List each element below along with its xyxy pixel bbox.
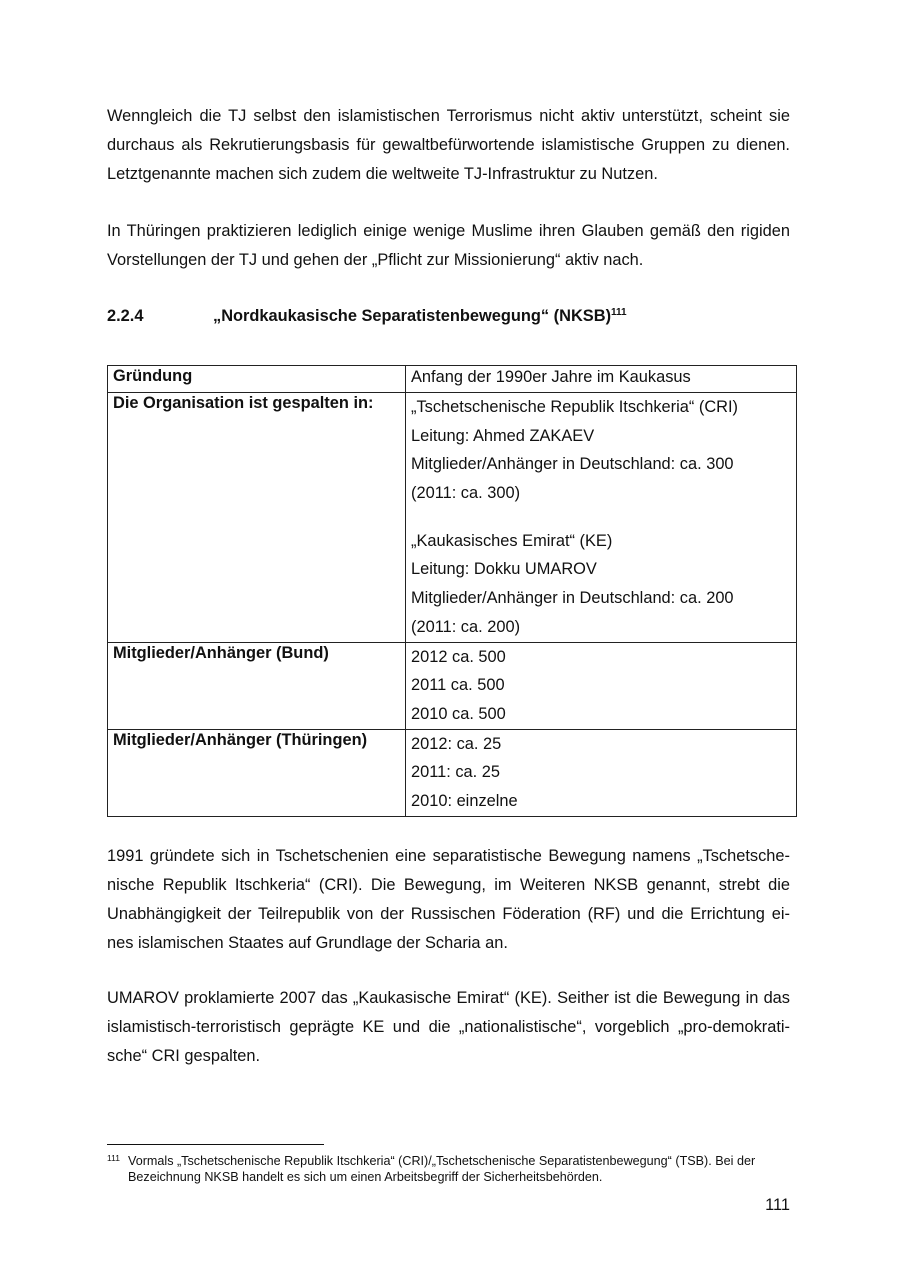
paragraph-tj-recruitment: Wenngleich die TJ selbst den islamistischen Terrorismus nicht aktiv unterstützt, scheint sie durchaus als Rekrutierungsbasis für gewaltbefürwortende islamistische Gruppen zu dienen. Letztgenannte machen sich zudem die weltweite TJ-Infrastruktur zu Nutzen.	[107, 107, 790, 183]
label-founding: Gründung	[108, 366, 406, 393]
section-heading	[107, 307, 790, 326]
section-title: „Nordkaukasische Separatistenbewegung“ (NKSB)	[213, 307, 612, 325]
value-line: (2011: ca. 300)	[411, 484, 521, 503]
section-number: 2.2.4	[107, 307, 144, 325]
value-line: „Tschetschenische Republik Itschkeria“ (CRI)	[411, 398, 739, 416]
table-row-thueringen	[108, 729, 797, 816]
page-number: 111	[765, 1196, 790, 1214]
label-thueringen: Mitglieder/Anhänger (Thüringen)	[108, 729, 406, 816]
value-line: Mitglieder/Anhänger in Deutschland: ca. 200	[411, 589, 734, 608]
organization-info-table	[107, 365, 797, 817]
value-line: Leitung: Dokku UMAROV	[411, 560, 597, 579]
footnote-divider	[107, 1144, 324, 1145]
value-line: „Kaukasisches Emirat“ (KE)	[411, 531, 613, 550]
value-line: 2011 ca. 500	[411, 676, 505, 695]
value-thueringen	[406, 729, 797, 816]
paragraph-tj-thueringen: In Thüringen praktizieren lediglich einige wenige Muslime ihren Glauben gemäß den rigiden Vorstellungen der TJ und gehen der „Pflicht zur Missionierung“ aktiv nach.	[107, 222, 790, 269]
value-line: Mitglieder/Anhänger in Deutschland: ca. 300	[411, 455, 734, 474]
label-split: Die Organisation ist gespalten in:	[108, 393, 406, 643]
value-line: 2010 ca. 500	[411, 704, 506, 723]
table-row-bund	[108, 642, 797, 729]
value-line: 2012: ca. 25	[411, 734, 502, 753]
label-bund: Mitglieder/Anhänger (Bund)	[108, 642, 406, 729]
table-row-split	[108, 393, 797, 643]
paragraph-ke-proclamation: UMAROV proklamierte 2007 das „Kaukasische Emirat“ (KE). Seither ist die Bewegung in das islamistisch-terroristisch geprägte KE und die „nationalistische“, vorgeblich „pro-demokrati-sche“ CRI gespalten.	[107, 989, 790, 1065]
value-line: 2012 ca. 500	[411, 647, 506, 666]
value-line: (2011: ca. 200)	[411, 617, 521, 636]
value-split	[406, 393, 797, 643]
footnote-number: 111	[107, 1153, 120, 1163]
footnote-ref: 111	[611, 307, 627, 318]
footnote	[107, 1153, 791, 1185]
paragraph-nksb-history: 1991 gründete sich in Tschetschenien eine separatistische Bewegung namens „Tschetsche-nische Republik Itschkeria“ (CRI). Die Bewegung, im Weiteren NKSB genannt, strebt die Unabhängigkeit der Teilrepublik von der Russischen Föderation (RF) und die Errichtung ei-nes islamischen Staates auf Grundlage der Scharia an.	[107, 847, 790, 952]
value-line: 2010: einzelne	[411, 791, 518, 810]
value-line: 2011: ca. 25	[411, 763, 501, 782]
value-line: Anfang der 1990er Jahre im Kaukasus	[411, 368, 691, 386]
value-founding	[406, 366, 797, 393]
value-bund	[406, 642, 797, 729]
table-row-founding	[108, 366, 797, 393]
value-line: Leitung: Ahmed ZAKAEV	[411, 426, 595, 445]
footnote-text: Vormals „Tschetschenische Republik Itschkeria“ (CRI)/„Tschetschenische Separatistenbewegung“ (TSB). Bei der Bezeichnung NKSB handelt es sich um einen Arbeitsbegriff der Sicherheitsbehörden.	[128, 1154, 756, 1184]
group-spacer	[411, 508, 792, 527]
